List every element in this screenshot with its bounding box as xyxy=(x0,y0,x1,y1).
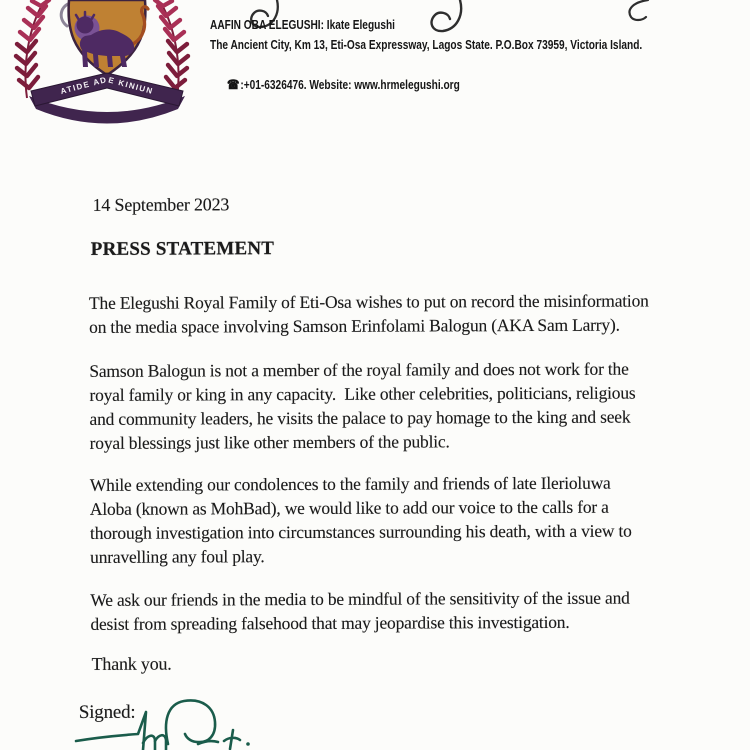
press-paragraph: We ask our friends in the media to be mindful of the sensitivity of the issue and desist from spreading falsehood that may jeopardise this investigation. xyxy=(90,587,630,634)
signature-image xyxy=(52,692,282,750)
closing-text: Thank you. xyxy=(91,653,172,674)
press-paragraph: Samson Balogun is not a member of the royal family and does not work for the royal family or king in any capacity. Like other celebrities, politicians, religious and community leaders, he visits the palace to pay homage to the king and seek royal blessings just like other members of the public. xyxy=(89,358,636,453)
signed-label: Signed: xyxy=(78,701,136,723)
crest-motto: ATIDE ADE KINIUN xyxy=(59,75,155,97)
phone-icon: ☎ xyxy=(226,77,240,92)
press-paragraph: The Elegushi Royal Family of Eti-Osa wishes to put on record the misinformation on the media space involving Samson Erinfolami Balogun (AKA Sam Larry). xyxy=(88,290,649,337)
contact-text: :+01-6326476. Website: www.hrmelegushi.org xyxy=(240,77,460,92)
palace-name-line: AAFIN OBA ELEGUSHI: Ikate Elegushi xyxy=(210,17,395,32)
address-line: The Ancient City, Km 13, Eti-Osa Expressway, Lagos State. P.O.Box 73959, Victoria Island. xyxy=(210,37,643,52)
statement-title: PRESS STATEMENT xyxy=(90,238,275,260)
press-paragraph: While extending our condolences to the family and friends of late Ilerioluwa Aloba (known as MohBad), we would like to add our voice to the calls for a thorough investigation into circumstances surrounding his death, with a view to unravelling any foul play. xyxy=(89,472,632,567)
statement-date: 14 September 2023 xyxy=(92,194,230,215)
